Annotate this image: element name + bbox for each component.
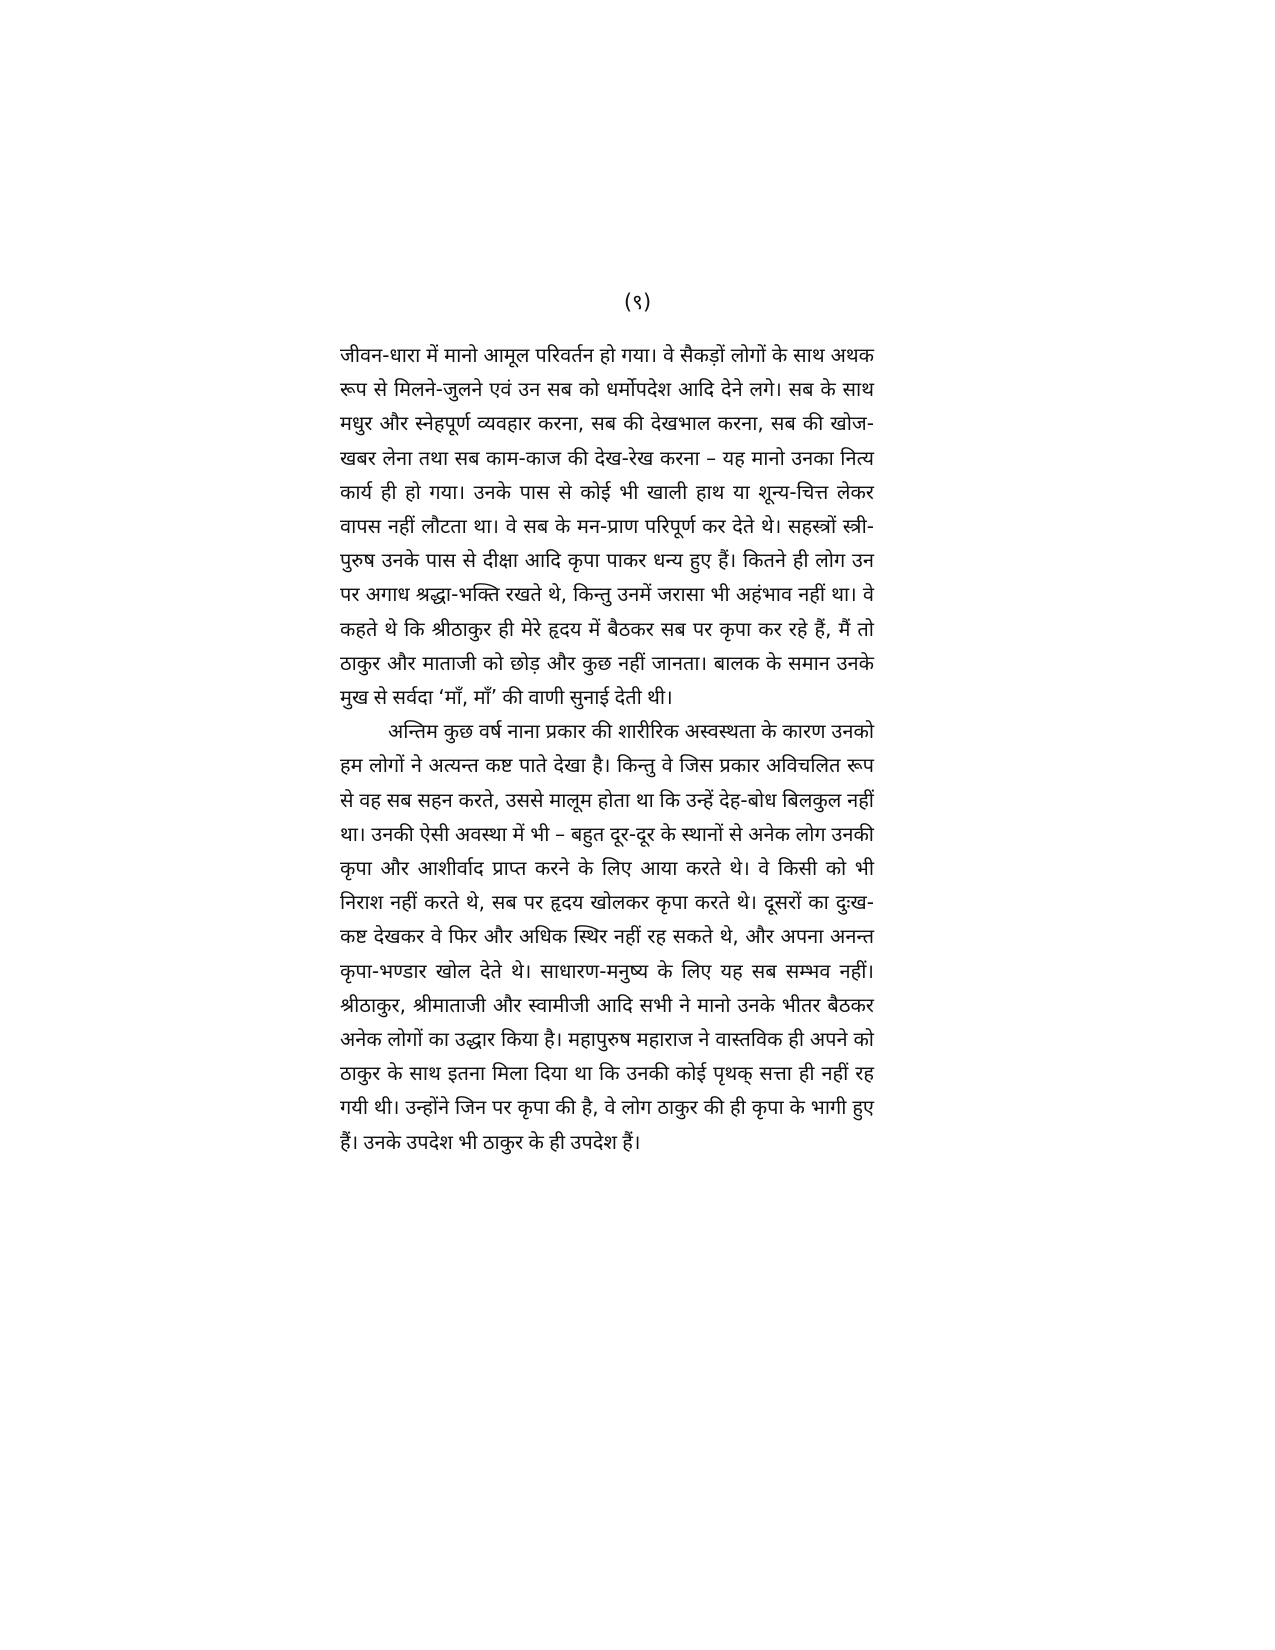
page-number: (९) <box>623 290 652 314</box>
paragraph-final-years: अन्तिम कुछ वर्ष नाना प्रकार की शारीरिक अस्वस्थता के कारण उनको हम लोगों ने अत्यन्त कष्ट पाते देखा है। किन्तु वे जिस प्रकार अविचलित रूप से वह सब सहन करते, उससे मालूम होता था कि उन्हें देह-बोध बिलकुल नहीं था। उनकी ऐसी अवस्था में भी – बहुत दूर-दूर के स्थानों से अनेक लोग उनकी कृपा और आशीर्वाद प्राप्त करने के लिए आया करते थे। वे किसी को भी निराश नहीं करते थे, सब पर हृदय खोलकर कृपा करते थे। दूसरों का दुःख-कष्ट देखकर वे फिर और अधिक स्थिर नहीं रह सकते थे, और अपना अनन्त कृपा-भण्डार खोल देते थे। साधारण-मनुष्य के लिए यह सब सम्भव नहीं। श्रीठाकुर, श्रीमाताजी और स्वामीजी आदि सभी ने मानो उनके भीतर बैठकर अनेक लोगों का उद्धार किया है। महापुरुष महाराज ने वास्तविक ही अपने को ठाकुर के साथ इतना मिला दिया था कि उनकी कोई पृथक् सत्ता ही नहीं रह गयी थी। उन्होंने जिन पर कृपा की है, वे लोग ठाकुर की ही कृपा के भागी हुए हैं। उनके उपदेश भी ठाकुर के ही उपदेश हैं। <box>340 719 874 1154</box>
body-text <box>340 338 874 1159</box>
paragraph-continuation: जीवन-धारा में मानो आमूल परिवर्तन हो गया। वे सैकड़ों लोगों के साथ अथक रूप से मिलने-जुलने एवं उन सब को धर्मोपदेश आदि देने लगे। सब के साथ मधुर और स्नेहपूर्ण व्यवहार करना, सब की देखभाल करना, सब की खोज-खबर लेना तथा सब काम-काज की देख-रेख करना – यह मानो उनका नित्य कार्य ही हो गया। उनके पास से कोई भी खाली हाथ या शून्य-चित्त लेकर वापस नहीं लौटता था। वे सब के मन-प्राण परिपूर्ण कर देते थे। सहस्त्रों स्त्री-पुरुष उनके पास से दीक्षा आदि कृपा पाकर धन्य हुए हैं। कितने ही लोग उन पर अगाध श्रद्धा-भक्ति रखते थे, किन्तु उनमें जरासा भी अहंभाव नहीं था। वे कहते थे कि श्रीठाकुर ही मेरे हृदय में बैठकर सब पर कृपा कर रहे हैं, मैं तो ठाकुर और माताजी को छोड़ और कुछ नहीं जानता। बालक के समान उनके मुख से सर्वदा ‘माँ, माँ’ की वाणी सुनाई देती थी। <box>340 343 874 710</box>
